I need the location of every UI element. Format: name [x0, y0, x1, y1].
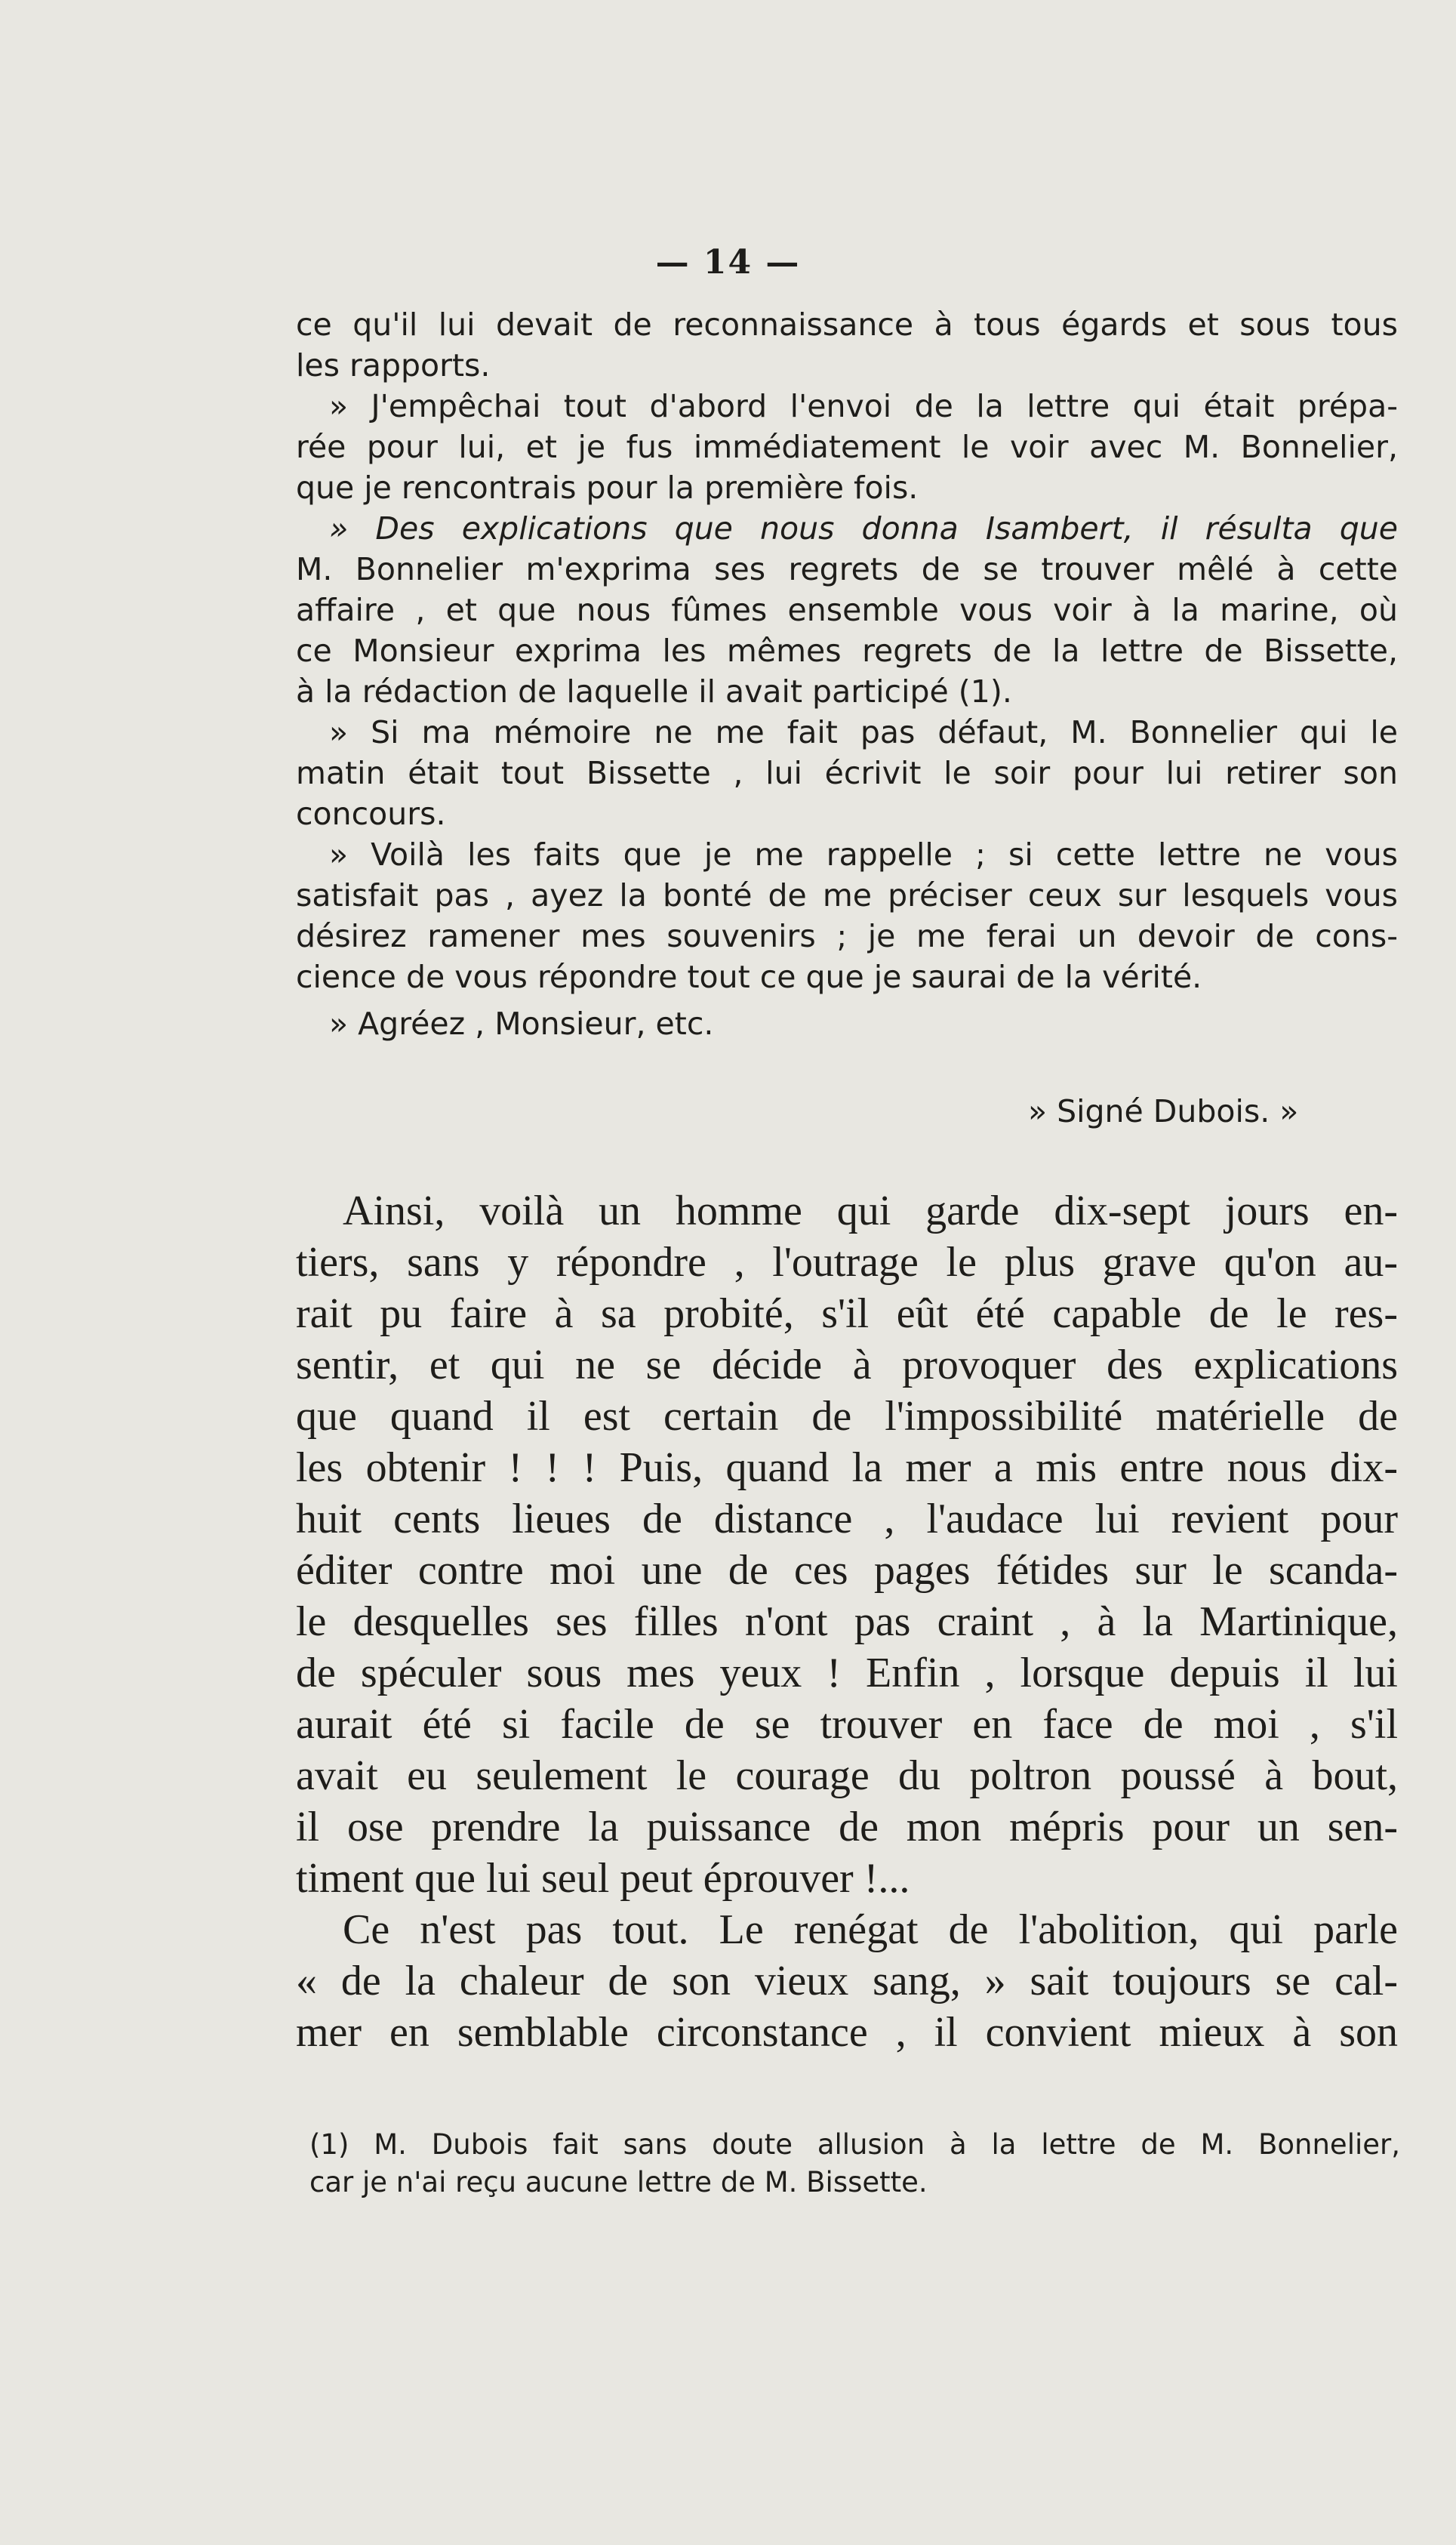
letter-line: » Des explications que nous donna Isambert, il résulta que: [329, 510, 1398, 547]
letter-line: à la rédaction de laquelle il avait participé (1).: [296, 673, 1012, 710]
letter-line: satisfait pas , ayez la bonté de me préciser ceux sur lesquels vous: [296, 877, 1398, 914]
body-line: il ose prendre la puissance de mon mépris pour un sen-: [296, 1804, 1398, 1850]
body-line: Ce n'est pas tout. Le renégat de l'abolition, qui parle: [343, 1906, 1398, 1953]
letter-line: affaire , et que nous fûmes ensemble vous voir à la marine, où: [296, 592, 1398, 628]
letter-line: les rapports.: [296, 347, 491, 384]
letter-line: matin était tout Bissette , lui écrivit le soir pour lui retirer son: [296, 755, 1398, 791]
footnote: [309, 2126, 1400, 2201]
letter-signature: » Signé Dubois. »: [1028, 1093, 1299, 1129]
letter-line: concours.: [296, 796, 446, 832]
footnote-line: car je n'ai reçu aucune lettre de M. Bissette.: [309, 2166, 928, 2198]
quoted-letter: [296, 304, 1398, 1044]
body-line: éditer contre moi une de ces pages fétides sur le scanda-: [296, 1547, 1398, 1594]
letter-line: que je rencontrais pour la première fois.: [296, 470, 919, 506]
main-text: [296, 1185, 1398, 2058]
body-line: avait eu seulement le courage du poltron poussé à bout,: [296, 1752, 1398, 1799]
body-line: rait pu faire à sa probité, s'il eût été capable de le res-: [296, 1290, 1398, 1337]
letter-line: désirez ramener mes souvenirs ; je me ferai un devoir de cons-: [296, 918, 1398, 954]
body-line: le desquelles ses filles n'ont pas craint , à la Martinique,: [296, 1598, 1398, 1645]
body-line: timent que lui seul peut éprouver !...: [296, 1855, 910, 1902]
page-number: — 14 —: [655, 243, 801, 282]
body-line: « de la chaleur de son vieux sang, » sait toujours se cal-: [296, 1958, 1398, 2004]
body-line: huit cents lieues de distance , l'audace lui revient pour: [296, 1496, 1398, 1542]
body-line: sentir, et qui ne se décide à provoquer des explications: [296, 1342, 1398, 1388]
body-line: que quand il est certain de l'impossibilité matérielle de: [296, 1393, 1398, 1440]
letter-line: » Voilà les faits que je me rappelle ; si cette lettre ne vous: [329, 837, 1398, 873]
body-line: de spéculer sous mes yeux ! Enfin , lorsque depuis il lui: [296, 1650, 1398, 1696]
letter-line: ce Monsieur exprima les mêmes regrets de la lettre de Bissette,: [296, 633, 1398, 669]
letter-line: ce qu'il lui devait de reconnaissance à tous égards et sous tous: [296, 307, 1398, 343]
letter-line: » J'empêchai tout d'abord l'envoi de la lettre qui était prépa-: [329, 388, 1398, 424]
letter-line: rée pour lui, et je fus immédiatement le voir avec M. Bonnelier,: [296, 429, 1398, 465]
body-line: tiers, sans y répondre , l'outrage le plus grave qu'on au-: [296, 1239, 1398, 1286]
body-line: aurait été si facile de se trouver en face de moi , s'il: [296, 1701, 1398, 1748]
letter-line: » Si ma mémoire ne me fait pas défaut, M. Bonnelier qui le: [329, 714, 1398, 750]
body-line: mer en semblable circonstance , il convient mieux à son: [296, 2009, 1398, 2056]
letter-line: cience de vous répondre tout ce que je saurai de la vérité.: [296, 959, 1202, 995]
letter-line: » Agréez , Monsieur, etc.: [329, 1006, 714, 1042]
body-line: les obtenir ! ! ! Puis, quand la mer a mis entre nous dix-: [296, 1444, 1398, 1491]
letter-line: M. Bonnelier m'exprima ses regrets de se trouver mêlé à cette: [296, 551, 1398, 587]
footnote-line: (1) M. Dubois fait sans doute allusion à la lettre de M. Bonnelier,: [309, 2128, 1400, 2161]
body-line: Ainsi, voilà un homme qui garde dix-sept jours en-: [343, 1188, 1398, 1234]
